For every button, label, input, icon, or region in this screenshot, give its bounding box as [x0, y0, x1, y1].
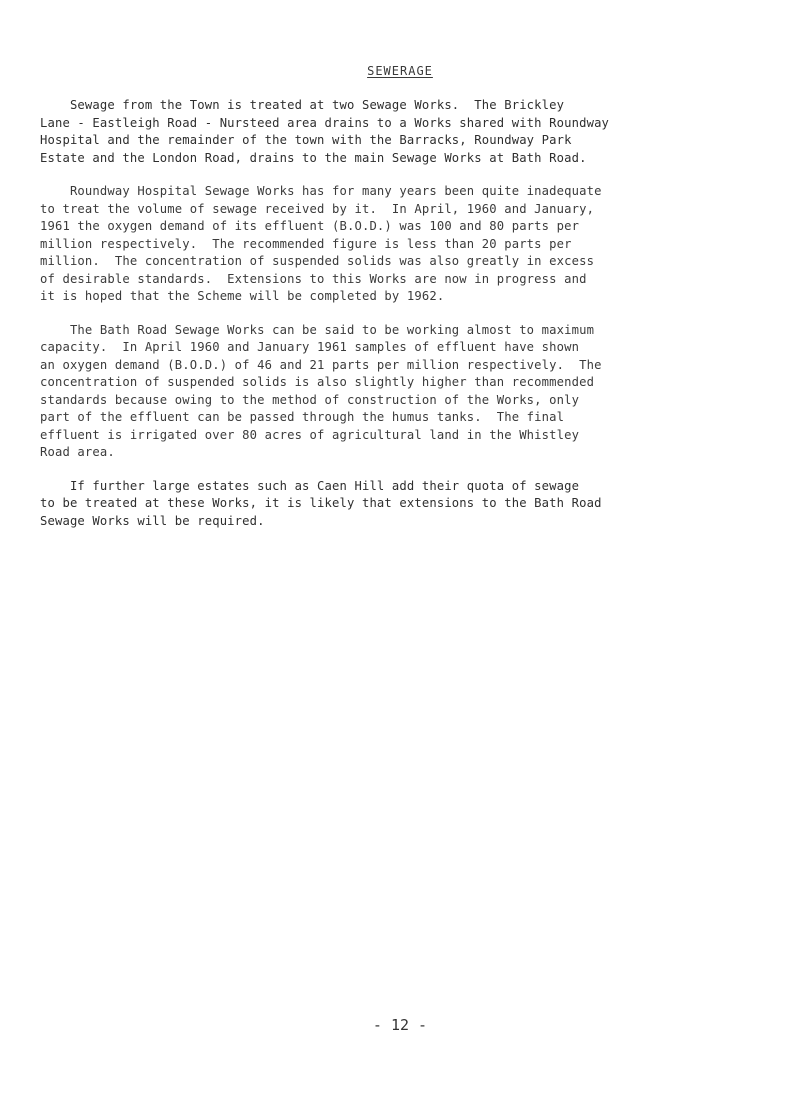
- text-line: standards because owing to the method of construction of the Works, only: [40, 392, 580, 407]
- text-line: Sewage Works will be required.: [40, 513, 265, 528]
- section-heading-text: SEWERAGE: [367, 64, 433, 78]
- text-line: The Bath Road Sewage Works can be said to be working almost to maximum: [40, 322, 595, 337]
- text-line: 1961 the oxygen demand of its effluent (B.O.D.) was 100 and 80 parts per: [40, 219, 580, 233]
- page-number: - 12 -: [372, 1016, 428, 1034]
- text-line: Hospital and the remainder of the town with the Barracks, Roundway Park: [40, 133, 572, 147]
- text-line: capacity. In April 1960 and January 1961 samples of effluent have shown: [40, 340, 580, 354]
- text-line: million respectively. The recommended figure is less than 20 parts per: [40, 236, 572, 251]
- text-line: Estate and the London Road, drains to the main Sewage Works at Bath Road.: [40, 150, 587, 165]
- text-line: Roundway Hospital Sewage Works has for many years been quite inadequate: [40, 184, 602, 198]
- text-line: to treat the volume of sewage received by it. In April, 1960 and January,: [40, 201, 595, 216]
- paragraph-sewage-works: [40, 97, 760, 167]
- text-line: Sewage from the Town is treated at two Sewage Works. The Brickley: [40, 98, 565, 112]
- text-line: part of the effluent can be passed through the humus tanks. The final: [40, 410, 565, 424]
- text-line: of desirable standards. Extensions to this Works are now in progress and: [40, 271, 587, 286]
- text-line: an oxygen demand (B.O.D.) of 46 and 21 parts per million respectively. The: [40, 357, 602, 372]
- text-line: to be treated at these Works, it is likely that extensions to the Bath Road: [40, 496, 602, 510]
- paragraph-bath-road: [40, 322, 760, 462]
- paragraph-further-estates: [40, 478, 760, 531]
- body-text: [40, 97, 760, 546]
- text-line: Road area.: [40, 445, 115, 459]
- text-line: Lane - Eastleigh Road - Nursteed area drains to a Works shared with Roundway: [40, 115, 610, 130]
- text-line: concentration of suspended solids is also slightly higher than recommended: [40, 375, 595, 389]
- paragraph-roundway-hospital: [40, 183, 760, 306]
- text-line: it is hoped that the Scheme will be completed by 1962.: [40, 289, 445, 303]
- text-line: million. The concentration of suspended solids was also greatly in excess: [40, 254, 595, 268]
- text-line: effluent is irrigated over 80 acres of agricultural land in the Whistley: [40, 427, 580, 442]
- text-line: If further large estates such as Caen Hill add their quota of sewage: [40, 478, 580, 493]
- section-heading: [0, 64, 800, 78]
